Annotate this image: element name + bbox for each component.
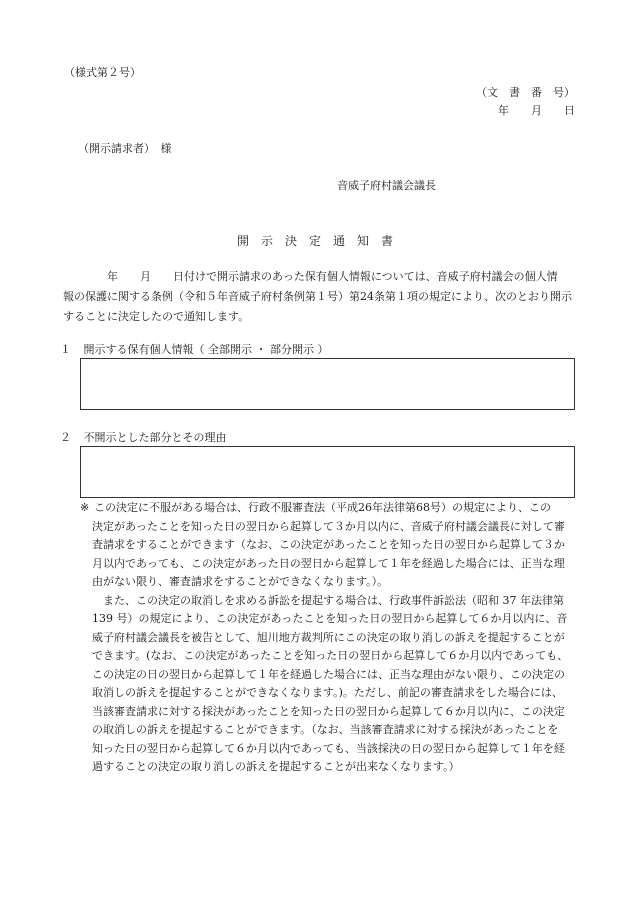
section-1-heading [60,342,329,359]
sender: 音威子府村議会議長 [337,179,436,192]
note-line: 威子府村議会議長を被告として、旭川地方裁判所にこの決定の取り消しの訴えを提起することが [92,630,565,644]
appeal-notes [80,499,580,777]
intro-line: 年 月 日付けで開示請求のあった保有個人情報については、音威子府村議会の個人情 [63,270,558,283]
note-line: この決定の日の翌日から起算して１年を経過した場合には、正当な理由がない限り、この決定の [92,667,565,681]
section-2-label: 不開示とした部分とその理由 [83,431,227,444]
note-line: の取消しの訴えを提起することができます。（なお、当該審査請求に対する採決があったことを [92,723,559,736]
note-line: 取消しの訴えを提起することができなくなります。)。ただし、前記の審査請求をした場合には、 [92,686,563,699]
document-title: 開 示 決 定 通 知 書 [236,234,393,248]
note-line: できます。(なお、この決定があったことを知った日の翌日から起算して６か月以内であっても、 [92,649,569,662]
section-2-heading [60,430,227,447]
intro-line: することに決定したので通知します。 [63,310,250,323]
note-line: 決定があったことを知った日の翌日から起算して３か月以内に、音威子府村議会議長に対して審 [92,519,565,533]
document-date: 年 月 日 [498,104,575,117]
intro-line: 報の保護に関する条例（令和５年音威子府村条例第１号）第24条第１項の規定により、次のとおり開示 [63,290,572,303]
disclosed-info-box [80,358,575,410]
section-2-number: ２ [60,431,71,444]
section-1-label: 開示する保有個人情報（ 全部開示 ・ 部分開示 ） [83,343,329,356]
note-text: この決定に不服がある場合は、行政不服審査法（平成26年法律第68号）の規定により、この [94,501,551,514]
intro-paragraph [63,267,576,327]
note-line: 知った日の翌日から起算して６か月以内であっても、当該採決の日の翌日から起算して１年を経 [92,741,565,755]
nondisclosure-reason-box [80,446,575,498]
note-line [80,499,580,518]
form-number: （様式第２号） [64,66,141,79]
note-line: 月以内であっても、この決定があった日の翌日から起算して１年を経過した場合には、正当な理 [92,556,565,570]
note-mark: ※ [80,501,90,514]
document-number: （文 書 番 号） [476,86,575,99]
note-line: 過することの決定の取り消しの訴えを提起することが出来なくなります。） [92,760,460,773]
recipient: （開示請求者） 様 [78,142,172,155]
note-line: 139 号）の規定により、この決定があったことを知った日の翌日から起算して６か月以内に、音 [92,612,568,625]
note-line: 査請求をすることができます（なお、この決定があったことを知った日の翌日から起算して３か [92,538,565,551]
note-line: また、この決定の取消しを求める訴訟を提起する場合は、行政事件訴訟法（昭和 37 年法律第 [92,593,564,607]
note-line: 当該審査請求に対する採決があったことを知った日の翌日から起算して６か月以内に、この決定 [92,704,565,718]
note-line: 由がない限り、審査請求をすることができなくなります。）。 [92,575,389,588]
section-1-number: １ [60,343,71,356]
